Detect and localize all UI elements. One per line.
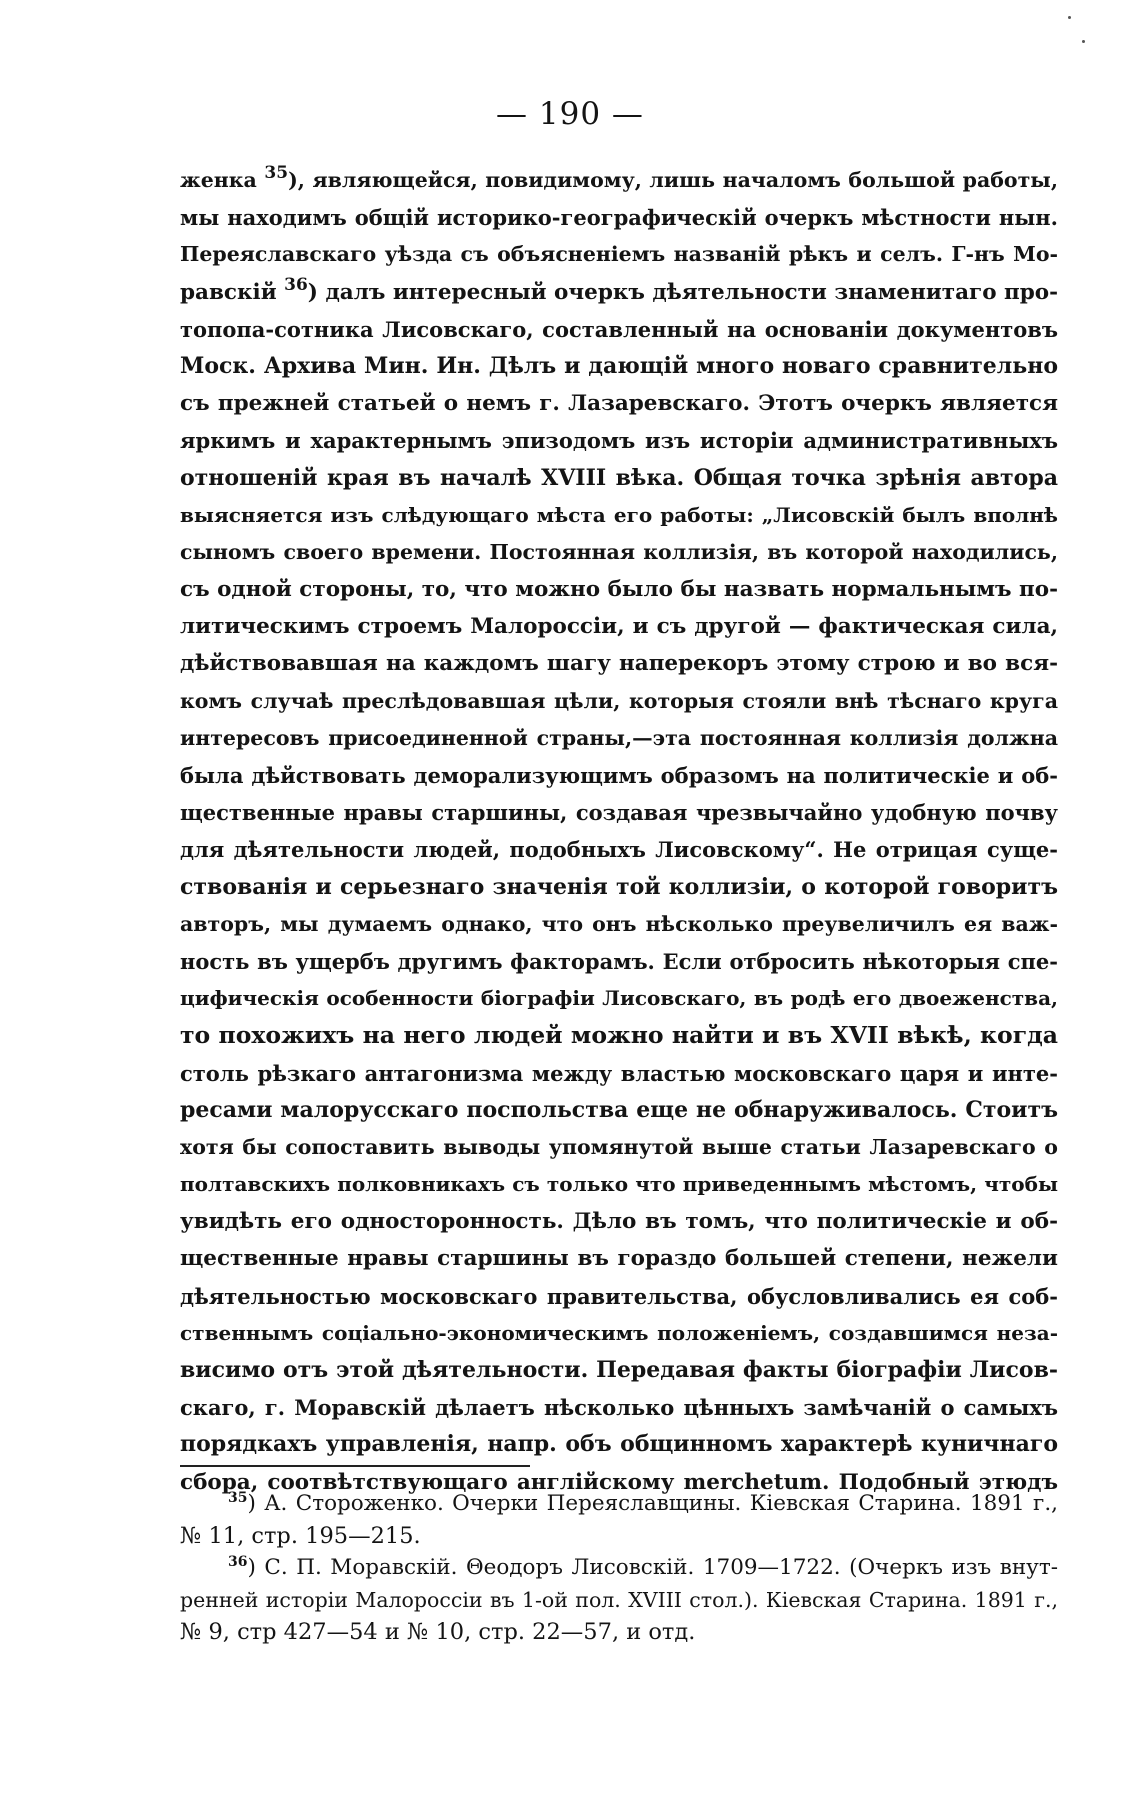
footnote-line: № 9, стр 427—54 и № 10, стр. 22—57, и отд. [180,1619,696,1645]
footnote-text: ) А. Стороженко. Очерки Переяславщины. Кiевская Старина. 1891 г., [247,1491,1058,1516]
text-line: сыномъ своего времени. Постоянная коллизiя, въ которой находились, [180,539,1058,564]
footnote-number: 36 [228,1554,248,1570]
text-line [180,162,1058,199]
text-line: столь рѣзкаго антагонизма между властью московскаго царя и инте- [180,1060,1058,1086]
text-line: выясняется изъ слѣдующаго мѣста его работы: „Лисовскiй былъ вполнѣ [180,502,1058,527]
footnote-line [180,1488,1058,1520]
main-text-body [180,162,1058,1501]
text-line: скаго, г. Моравскiй дѣлаетъ нѣсколько цѣнныхъ замѣчанiй о самыхъ [180,1395,1058,1421]
text-line: отношенiй края въ началѣ XVIII вѣка. Общая точка зрѣнiя автора [180,464,1058,491]
text-line: ствованiя и серьезнаго значенiя той коллизiи, о которой говоритъ [180,873,1058,900]
text-line: яркимъ и характернымъ эпизодомъ изъ исторiи административныхъ [180,428,1058,454]
text-line: щественные нравы старшины, создавая чрезвычайно удобную почву [180,800,1058,826]
text-line-lead: равскiй [180,279,285,305]
footnote-reference: 35 [264,163,289,183]
text-line-rest: ), являющейся, повидимому, лишь началомъ большой работы, [288,168,1058,192]
footnotes-section [180,1488,1058,1648]
text-line: комъ случаѣ преслѣдовавшая цѣли, которыя стояли внѣ тѣснаго круга [180,688,1058,713]
footnote-line [180,1552,1058,1584]
footnote-reference: 36 [284,274,308,295]
text-line: Моск. Архива Мин. Ин. Дѣлъ и дающiй много новаго сравнительно [180,352,1058,379]
page-number: — 190 — [496,96,644,132]
footnote-line: ренней исторiи Малороссiи въ 1-ой пол. XVIII стол.). Кiевская Старина. 1891 г., [180,1588,1058,1612]
text-line: авторъ, мы думаемъ однако, что онъ нѣсколько преувеличилъ ея важ- [180,911,1058,936]
text-line: была дѣйствовать деморализующимъ образомъ на политическiе и об- [180,763,1058,788]
text-line: съ одной стороны, то, что можно было бы назвать нормальнымъ по- [180,577,1058,603]
text-line-lead: женка [180,168,265,192]
footnote-line: № 11, стр. 195—215. [180,1523,421,1549]
text-line: дѣятельностью московскаго правительства, обусловливались ея соб- [180,1283,1058,1309]
footnote-separator-rule [180,1465,530,1467]
text-line: цифическiя особенности бiографiи Лисовскаго, въ родѣ его двоеженства, [180,986,1058,1011]
text-line: хотя бы сопоставить выводы упомянутой выше статьи Лазаревскаго о [180,1134,1058,1159]
text-line: ность въ ущербъ другимъ факторамъ. Если отбросить нѣкоторыя спе- [180,948,1058,974]
text-line: щественные нравы старшины въ гораздо большей степени, нежели [180,1246,1058,1272]
text-line: сбора, соотвѣтствующаго англiйскому merchetum. Подобный этюдъ [180,1469,1058,1495]
speck-mark [1068,16,1071,19]
footnote-number: 35 [228,1490,248,1506]
text-line: съ прежней статьей о немъ г. Лазаревскаго. Этотъ очеркъ является [180,391,1058,417]
text-line-rest: ) далъ интересный очеркъ дѣятельности знаменитаго про- [307,279,1059,305]
text-line: дѣйствовавшая на каждомъ шагу наперекоръ этому строю и во вся- [180,651,1058,677]
text-line: ресами малорусскаго поспольства еще не обнаруживалось. Стоитъ [180,1096,1058,1123]
text-line: висимо отъ этой дѣятельности. Передавая факты бiографiи Лисов- [180,1357,1058,1383]
footnote-text: ) С. П. Моравскiй. Θеодоръ Лисовскiй. 1709—1722. (Очеркъ изъ внут- [247,1555,1058,1580]
text-line: интересовъ присоединенной страны,—эта постоянная коллизiя должна [180,725,1058,750]
text-line: порядкахъ управленiя, напр. объ общинномъ характерѣ куничнаго [180,1431,1058,1458]
text-line: полтавскихъ полковникахъ съ только что приведеннымъ мѣстомъ, чтобы [180,1172,1058,1197]
text-line: литическимъ строемъ Малороссiи, и съ другой — фактическая сила, [180,614,1058,640]
text-line: ственнымъ соцiально-экономическимъ положенiемъ, создавшимся неза- [180,1320,1058,1345]
text-line: топопа-сотника Лисовскаго, составленный на основанiи документовъ [180,316,1058,342]
text-line [180,274,1058,311]
text-line: Переяславскаго уѣзда съ объясненiемъ названiй рѣкъ и селъ. Г-нъ Мо- [180,242,1058,267]
text-line: то похожихъ на него людей можно найти и въ XVII вѣкѣ, когда [180,1021,1058,1050]
text-line: для дѣятельности людей, подобныхъ Лисовскому“. Не отрицая суще- [180,837,1058,863]
text-line: увидѣть его односторонность. Дѣло въ томъ, что политическiе и об- [180,1209,1058,1235]
speck-mark [1082,40,1085,43]
text-line: мы находимъ общiй историко-географическiй очеркъ мѣстности нын. [180,205,1058,231]
